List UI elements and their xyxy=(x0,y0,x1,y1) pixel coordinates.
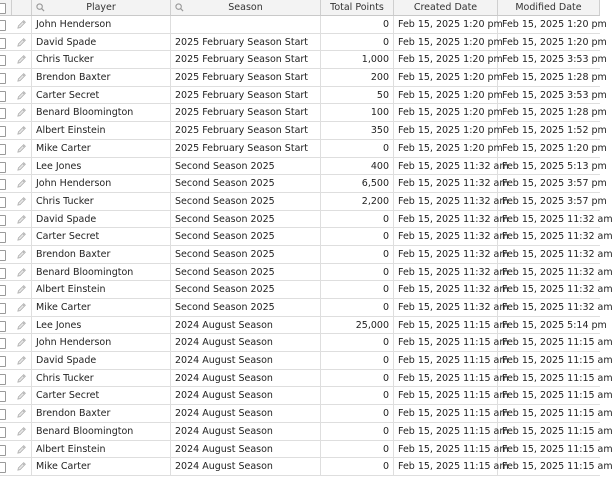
row-edit-cell xyxy=(12,246,32,263)
season-cell: 2024 August Season xyxy=(171,370,321,387)
table-row[interactable] xyxy=(0,122,607,140)
season-cell: 2024 August Season xyxy=(171,352,321,369)
table-row[interactable] xyxy=(0,352,613,370)
player-cell: Brendon Baxter xyxy=(32,405,171,422)
modified-header-label: Modified Date xyxy=(515,2,582,13)
season-cell: 2024 August Season xyxy=(171,334,321,351)
created-date-cell: Feb 15, 2025 1:20 pm xyxy=(394,122,498,139)
modified-date-cell: Feb 15, 2025 11:32 am xyxy=(502,266,613,278)
season-cell: 2024 August Season xyxy=(171,441,321,458)
table-row[interactable] xyxy=(0,405,613,423)
player-cell: Mike Carter xyxy=(32,299,171,316)
row-edit-cell xyxy=(12,405,32,422)
grid-body xyxy=(0,16,613,476)
table-row[interactable] xyxy=(0,334,613,352)
modified-date-cell: Feb 15, 2025 3:57 pm xyxy=(502,195,607,207)
row-edit-cell xyxy=(12,87,32,104)
row-checkbox[interactable] xyxy=(0,285,6,296)
player-header-label: Player xyxy=(86,2,116,13)
points-cell: 0 xyxy=(321,264,394,281)
table-row[interactable] xyxy=(0,423,613,441)
created-date-cell: Feb 15, 2025 11:15 am xyxy=(394,387,498,404)
season-cell: 2025 February Season Start xyxy=(171,51,321,68)
row-edit-cell xyxy=(12,352,32,369)
row-edit-cell xyxy=(12,281,32,298)
table-row[interactable] xyxy=(0,87,607,105)
season-cell: 2025 February Season Start xyxy=(171,87,321,104)
player-cell: David Spade xyxy=(32,352,171,369)
row-select-cell xyxy=(0,405,12,422)
player-cell: Mike Carter xyxy=(32,140,171,157)
modified-date-cell: Feb 15, 2025 5:13 pm xyxy=(502,160,607,172)
season-cell: Second Season 2025 xyxy=(171,264,321,281)
season-header-label: Season xyxy=(228,2,263,13)
modified-date-cell: Feb 15, 2025 11:15 am xyxy=(502,461,613,473)
player-cell: Carter Secret xyxy=(32,387,171,404)
player-cell: Lee Jones xyxy=(32,317,171,334)
row-select-cell xyxy=(0,370,12,387)
player-cell: John Henderson xyxy=(32,16,171,33)
created-date-cell: Feb 15, 2025 1:20 pm xyxy=(394,16,498,33)
modified-date-cell: Feb 15, 2025 11:32 am xyxy=(502,302,613,313)
edit-column-header xyxy=(12,0,32,15)
created-date-cell: Feb 15, 2025 1:20 pm xyxy=(394,51,498,68)
created-date-cell: Feb 15, 2025 11:32 am xyxy=(394,158,498,175)
points-column-header[interactable] xyxy=(321,0,394,15)
row-edit-cell xyxy=(12,34,32,51)
row-select-cell xyxy=(0,69,12,86)
player-cell: Chris Tucker xyxy=(32,193,171,210)
points-cell: 0 xyxy=(321,228,394,245)
modified-date-cell: Feb 15, 2025 5:14 pm xyxy=(502,319,607,331)
points-cell: 0 xyxy=(321,458,394,475)
created-date-cell: Feb 15, 2025 11:32 am xyxy=(394,193,498,210)
season-cell: 2025 February Season Start xyxy=(171,140,321,157)
row-select-cell xyxy=(0,122,12,139)
table-row[interactable] xyxy=(0,51,607,69)
player-cell: Brendon Baxter xyxy=(32,246,171,263)
points-cell: 400 xyxy=(321,158,394,175)
modified-date-cell: Feb 15, 2025 11:32 am xyxy=(502,213,613,225)
table-row[interactable] xyxy=(0,175,607,193)
row-checkbox[interactable] xyxy=(0,391,6,402)
row-select-cell xyxy=(0,423,12,440)
row-checkbox[interactable] xyxy=(0,38,6,49)
row-checkbox[interactable] xyxy=(0,445,6,456)
created-date-cell: Feb 15, 2025 1:20 pm xyxy=(394,69,498,86)
table-row[interactable] xyxy=(0,16,607,34)
row-edit-cell xyxy=(12,387,32,404)
player-cell: David Spade xyxy=(32,34,171,51)
points-cell: 350 xyxy=(321,122,394,139)
season-cell: 2024 August Season xyxy=(171,458,321,475)
row-checkbox[interactable] xyxy=(0,144,6,155)
row-select-cell xyxy=(0,51,12,68)
row-checkbox[interactable] xyxy=(0,374,6,385)
row-checkbox[interactable] xyxy=(0,108,6,119)
row-edit-cell xyxy=(12,334,32,351)
points-cell: 2,200 xyxy=(321,193,394,210)
table-row[interactable] xyxy=(0,317,607,335)
points-cell: 25,000 xyxy=(321,317,394,334)
row-select-cell xyxy=(0,228,12,245)
season-column-header[interactable] xyxy=(171,0,321,15)
season-cell: Second Season 2025 xyxy=(171,228,321,245)
created-date-cell: Feb 15, 2025 11:32 am xyxy=(394,264,498,281)
player-column-header[interactable] xyxy=(32,0,171,15)
row-checkbox[interactable] xyxy=(0,179,6,190)
season-cell: 2025 February Season Start xyxy=(171,69,321,86)
points-cell: 50 xyxy=(321,87,394,104)
row-select-cell xyxy=(0,16,12,33)
row-select-cell xyxy=(0,317,12,334)
table-row[interactable] xyxy=(0,299,613,317)
season-cell: Second Season 2025 xyxy=(171,193,321,210)
row-checkbox[interactable] xyxy=(0,409,6,420)
modified-date-cell: Feb 15, 2025 3:53 pm xyxy=(502,89,607,101)
season-cell: Second Season 2025 xyxy=(171,158,321,175)
points-cell: 0 xyxy=(321,387,394,404)
points-cell: 0 xyxy=(321,423,394,440)
player-cell: David Spade xyxy=(32,211,171,228)
season-cell: Second Season 2025 xyxy=(171,299,321,316)
points-cell: 0 xyxy=(321,246,394,263)
table-row[interactable] xyxy=(0,246,613,264)
points-cell: 0 xyxy=(321,334,394,351)
table-row[interactable] xyxy=(0,193,607,211)
table-row[interactable] xyxy=(0,158,607,176)
row-checkbox[interactable] xyxy=(0,162,6,173)
season-cell: Second Season 2025 xyxy=(171,175,321,192)
created-date-cell: Feb 15, 2025 11:32 am xyxy=(394,246,498,263)
row-edit-cell xyxy=(12,158,32,175)
row-checkbox[interactable] xyxy=(0,321,6,332)
created-date-cell: Feb 15, 2025 1:20 pm xyxy=(394,140,498,157)
points-cell: 0 xyxy=(321,405,394,422)
row-edit-cell xyxy=(12,16,32,33)
modified-date-cell: Feb 15, 2025 1:28 pm xyxy=(502,107,607,119)
modified-date-cell: Feb 15, 2025 3:53 pm xyxy=(502,54,607,66)
search-icon[interactable] xyxy=(36,3,45,12)
season-cell: 2025 February Season Start xyxy=(171,104,321,121)
table-row[interactable] xyxy=(0,264,613,282)
row-select-cell xyxy=(0,352,12,369)
points-header-label: Total Points xyxy=(330,2,384,13)
created-date-cell: Feb 15, 2025 11:15 am xyxy=(394,441,498,458)
created-date-cell: Feb 15, 2025 11:15 am xyxy=(394,423,498,440)
created-date-cell: Feb 15, 2025 1:20 pm xyxy=(394,104,498,121)
row-edit-cell xyxy=(12,228,32,245)
row-checkbox[interactable] xyxy=(0,73,6,84)
modified-date-cell: Feb 15, 2025 1:52 pm xyxy=(502,125,607,137)
points-cell: 0 xyxy=(321,441,394,458)
row-checkbox[interactable] xyxy=(0,268,6,279)
row-edit-cell xyxy=(12,104,32,121)
row-checkbox[interactable] xyxy=(0,338,6,349)
modified-date-cell: Feb 15, 2025 11:15 am xyxy=(502,443,613,455)
modified-date-cell: Feb 15, 2025 1:28 pm xyxy=(502,72,607,84)
created-date-cell: Feb 15, 2025 11:15 am xyxy=(394,352,498,369)
table-row[interactable] xyxy=(0,34,607,52)
modified-date-cell: Feb 15, 2025 11:15 am xyxy=(502,372,613,384)
row-edit-cell xyxy=(12,264,32,281)
table-row[interactable] xyxy=(0,69,607,87)
table-row[interactable] xyxy=(0,281,613,299)
row-select-cell xyxy=(0,387,12,404)
created-column-header[interactable] xyxy=(394,0,498,15)
season-cell: Second Season 2025 xyxy=(171,211,321,228)
player-cell: John Henderson xyxy=(32,334,171,351)
table-row[interactable] xyxy=(0,228,613,246)
created-date-cell: Feb 15, 2025 11:32 am xyxy=(394,211,498,228)
row-checkbox[interactable] xyxy=(0,55,6,66)
modified-date-cell: Feb 15, 2025 11:15 am xyxy=(502,355,613,367)
row-checkbox[interactable] xyxy=(0,356,6,367)
season-cell xyxy=(171,16,321,33)
modified-date-cell: Feb 15, 2025 11:32 am xyxy=(502,231,613,243)
player-cell: Chris Tucker xyxy=(32,51,171,68)
pencil-icon[interactable] xyxy=(16,461,27,479)
modified-date-cell: Feb 15, 2025 11:15 am xyxy=(502,390,613,402)
row-edit-cell xyxy=(12,370,32,387)
player-cell: Carter Secret xyxy=(32,87,171,104)
player-cell: Albert Einstein xyxy=(32,122,171,139)
season-cell: Second Season 2025 xyxy=(171,281,321,298)
created-date-cell: Feb 15, 2025 11:32 am xyxy=(394,299,498,316)
row-checkbox[interactable] xyxy=(0,20,6,31)
player-cell: Lee Jones xyxy=(32,158,171,175)
row-checkbox[interactable] xyxy=(0,91,6,102)
created-date-cell: Feb 15, 2025 1:20 pm xyxy=(394,34,498,51)
modified-date-cell: Feb 15, 2025 11:32 am xyxy=(502,284,613,296)
points-cell: 0 xyxy=(321,299,394,316)
table-row[interactable] xyxy=(0,441,613,459)
row-select-cell xyxy=(0,281,12,298)
row-checkbox[interactable] xyxy=(0,215,6,226)
search-icon[interactable] xyxy=(175,3,184,12)
row-select-cell xyxy=(0,87,12,104)
points-cell: 0 xyxy=(321,211,394,228)
points-cell: 1,000 xyxy=(321,51,394,68)
row-edit-cell xyxy=(12,458,32,475)
row-select-cell xyxy=(0,211,12,228)
player-cell: Carter Secret xyxy=(32,228,171,245)
row-edit-cell xyxy=(12,122,32,139)
row-select-cell xyxy=(0,334,12,351)
player-cell: Mike Carter xyxy=(32,458,171,475)
player-cell: Albert Einstein xyxy=(32,441,171,458)
row-checkbox[interactable] xyxy=(0,303,6,314)
modified-column-header[interactable] xyxy=(498,0,600,15)
points-cell: 0 xyxy=(321,140,394,157)
table-row[interactable] xyxy=(0,387,613,405)
row-select-cell xyxy=(0,34,12,51)
points-cell: 0 xyxy=(321,16,394,33)
player-cell: Benard Bloomington xyxy=(32,104,171,121)
created-date-cell: Feb 15, 2025 11:15 am xyxy=(394,405,498,422)
row-edit-cell xyxy=(12,317,32,334)
row-checkbox[interactable] xyxy=(0,232,6,243)
season-cell: 2025 February Season Start xyxy=(171,122,321,139)
player-cell: Benard Bloomington xyxy=(32,423,171,440)
row-select-cell xyxy=(0,104,12,121)
player-cell: John Henderson xyxy=(32,175,171,192)
table-row[interactable] xyxy=(0,104,607,122)
modified-date-cell: Feb 15, 2025 1:20 pm xyxy=(502,142,607,154)
created-header-label: Created Date xyxy=(413,2,478,13)
select-all-checkbox[interactable] xyxy=(0,3,6,14)
row-edit-cell xyxy=(12,441,32,458)
created-date-cell: Feb 15, 2025 11:32 am xyxy=(394,281,498,298)
row-edit-cell xyxy=(12,193,32,210)
created-date-cell: Feb 15, 2025 11:32 am xyxy=(394,175,498,192)
row-select-cell xyxy=(0,158,12,175)
points-cell: 200 xyxy=(321,69,394,86)
season-cell: 2024 August Season xyxy=(171,317,321,334)
table-row[interactable] xyxy=(0,458,613,476)
modified-date-cell: Feb 15, 2025 11:15 am xyxy=(502,337,613,349)
player-cell: Chris Tucker xyxy=(32,370,171,387)
row-edit-cell xyxy=(12,299,32,316)
row-select-cell xyxy=(0,246,12,263)
row-select-cell xyxy=(0,140,12,157)
player-cell: Benard Bloomington xyxy=(32,264,171,281)
season-cell: 2024 August Season xyxy=(171,405,321,422)
row-select-cell xyxy=(0,458,12,475)
modified-date-cell: Feb 15, 2025 11:32 am xyxy=(502,248,613,260)
table-row[interactable] xyxy=(0,370,613,388)
table-row[interactable] xyxy=(0,211,613,229)
created-date-cell: Feb 15, 2025 11:32 am xyxy=(394,228,498,245)
created-date-cell: Feb 15, 2025 11:15 am xyxy=(394,317,498,334)
table-row[interactable] xyxy=(0,140,607,158)
row-edit-cell xyxy=(12,51,32,68)
modified-date-cell: Feb 15, 2025 11:15 am xyxy=(502,425,613,437)
created-date-cell: Feb 15, 2025 1:20 pm xyxy=(394,87,498,104)
created-date-cell: Feb 15, 2025 11:15 am xyxy=(394,458,498,475)
season-cell: 2024 August Season xyxy=(171,387,321,404)
row-select-cell xyxy=(0,299,12,316)
points-cell: 0 xyxy=(321,281,394,298)
row-edit-cell xyxy=(12,211,32,228)
created-date-cell: Feb 15, 2025 11:15 am xyxy=(394,370,498,387)
row-select-cell xyxy=(0,264,12,281)
row-edit-cell xyxy=(12,175,32,192)
points-cell: 100 xyxy=(321,104,394,121)
row-select-cell xyxy=(0,441,12,458)
row-checkbox[interactable] xyxy=(0,462,6,473)
row-edit-cell xyxy=(12,423,32,440)
points-cell: 0 xyxy=(321,34,394,51)
created-date-cell: Feb 15, 2025 11:15 am xyxy=(394,334,498,351)
row-checkbox[interactable] xyxy=(0,126,6,137)
modified-date-cell: Feb 15, 2025 1:20 pm xyxy=(502,19,607,30)
modified-date-cell: Feb 15, 2025 1:20 pm xyxy=(502,36,607,48)
points-cell: 0 xyxy=(321,370,394,387)
select-all-cell xyxy=(0,0,12,15)
season-cell: 2025 February Season Start xyxy=(171,34,321,51)
row-select-cell xyxy=(0,175,12,192)
points-cell: 6,500 xyxy=(321,175,394,192)
season-cell: Second Season 2025 xyxy=(171,246,321,263)
row-edit-cell xyxy=(12,69,32,86)
player-cell: Brendon Baxter xyxy=(32,69,171,86)
player-cell: Albert Einstein xyxy=(32,281,171,298)
points-cell: 0 xyxy=(321,352,394,369)
row-checkbox[interactable] xyxy=(0,427,6,438)
grid-header-row xyxy=(0,0,600,16)
row-select-cell xyxy=(0,193,12,210)
row-checkbox[interactable] xyxy=(0,197,6,208)
modified-date-cell: Feb 15, 2025 3:57 pm xyxy=(502,178,607,190)
row-edit-cell xyxy=(12,140,32,157)
season-cell: 2024 August Season xyxy=(171,423,321,440)
modified-date-cell: Feb 15, 2025 11:15 am xyxy=(502,408,613,420)
row-checkbox[interactable] xyxy=(0,250,6,261)
